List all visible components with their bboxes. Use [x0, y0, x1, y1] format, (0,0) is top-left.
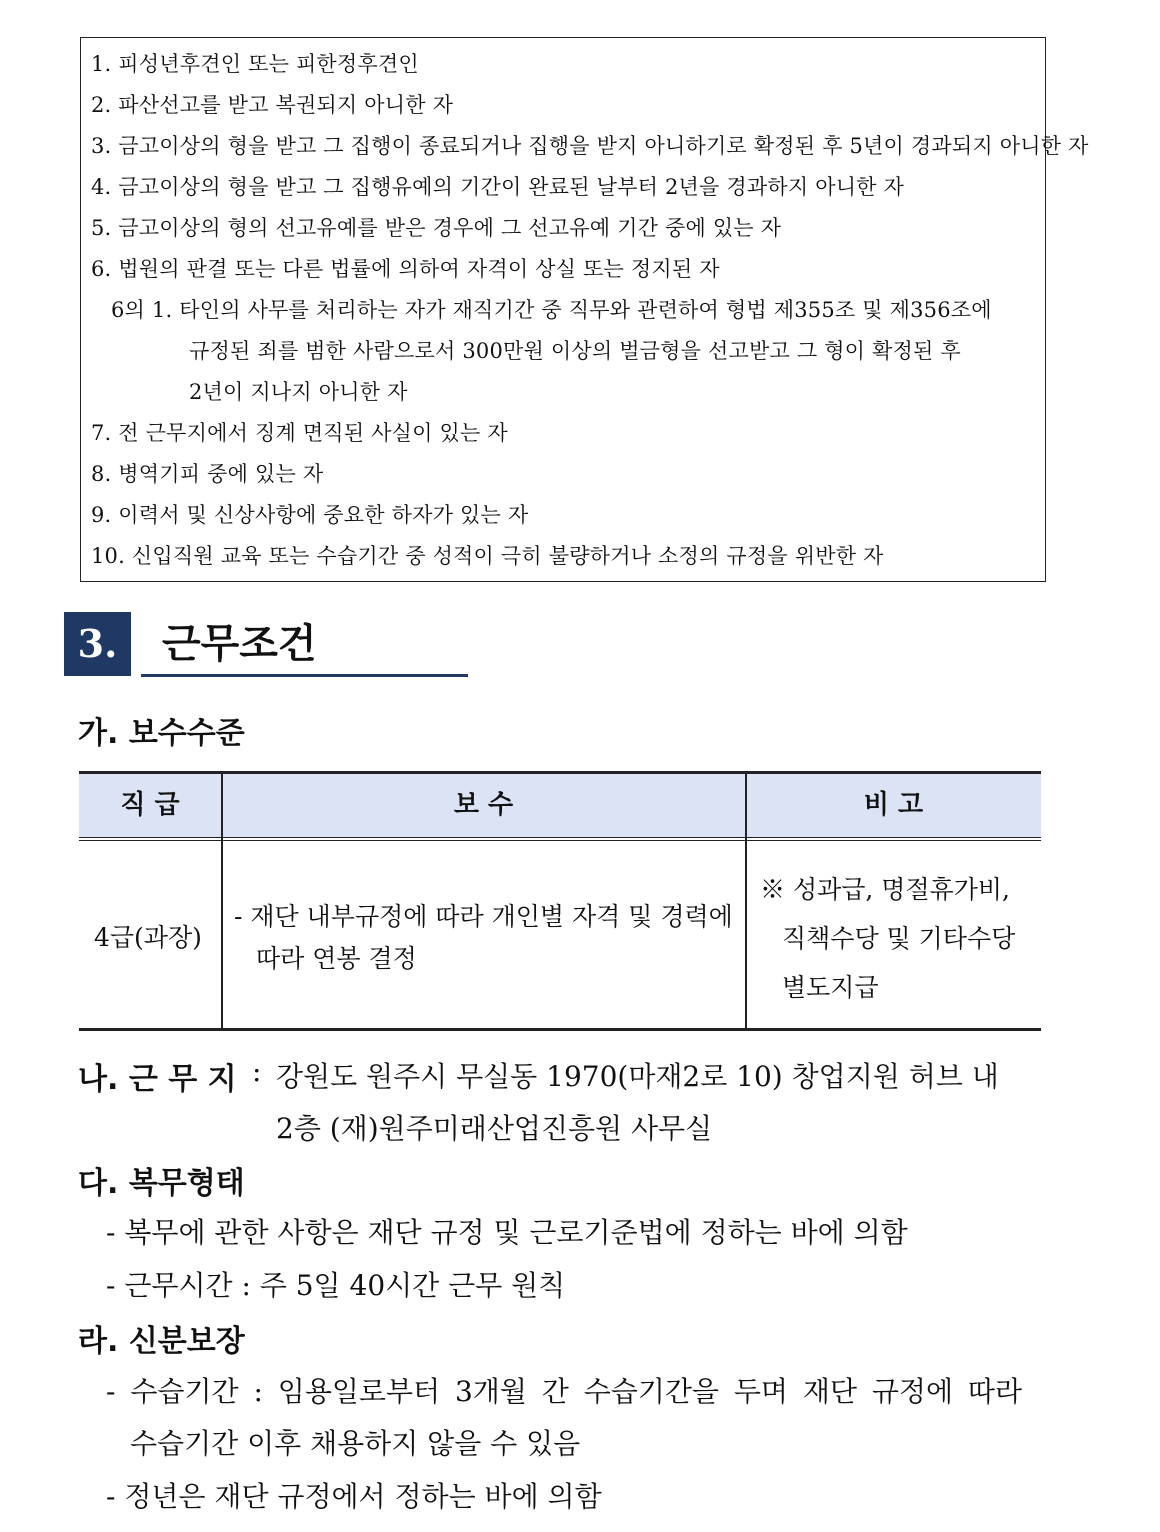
table-header-rule [79, 840, 1041, 841]
disqualification-item: 7. 전 근무지에서 징계 면직된 사실이 있는 자 [91, 421, 508, 445]
disqualification-box [80, 37, 1089, 582]
header-grade: 직 급 [120, 790, 180, 820]
service-item: - 복무에 관한 사항은 재단 규정 및 근로기준법에 정하는 바에 의함 [106, 1216, 908, 1249]
workplace-address: 강원도 원주시 무실동 1970(마재2로 10) 창업지원 허브 내 [276, 1060, 999, 1093]
disqualification-item: 9. 이력서 및 신상사항에 중요한 하자가 있는 자 [91, 503, 529, 527]
disqualification-item-cont: 2년이 지나지 아니한 자 [189, 380, 408, 404]
workplace-colon: : [252, 1055, 262, 1088]
disqualification-item: 5. 금고이상의 형의 선고유예를 받은 경우에 그 선고유예 기간 중에 있는 자 [91, 216, 782, 240]
probation-item: - 수습기간 : 임용일로부터 3개월 간 수습기간을 두며 재단 규정에 따라 [106, 1375, 1023, 1408]
disqualification-item: 1. 피성년후견인 또는 피한정후견인 [91, 52, 419, 76]
pay-heading: 가. 보수수준 [78, 716, 245, 751]
service-heading: 다. 복무형태 [78, 1166, 245, 1201]
section-title: 근무조건 [162, 621, 317, 667]
disqualification-item: 8. 병역기피 중에 있는 자 [91, 462, 324, 486]
disqualification-item: 4. 금고이상의 형을 받고 그 집행유예의 기간이 완료된 날부터 2년을 경과하지 아니한 자 [91, 175, 905, 199]
disqualification-item: 6. 법원의 판결 또는 다른 법률에 의하여 자격이 상실 또는 정지된 자 [91, 257, 720, 281]
workplace-label: 나. 근 무 지 [78, 1062, 237, 1097]
service-item: - 근무시간 : 주 5일 40시간 근무 원칙 [106, 1269, 566, 1302]
disqualification-item: 3. 금고이상의 형을 받고 그 집행이 종료되거나 집행을 받지 아니하기로 확정된 후 5년이 경과되지 아니한 자 [91, 134, 1089, 158]
table-header-rule [79, 837, 1041, 838]
cell-note-line: ※ 성과급, 명절휴가비, [760, 875, 1010, 904]
disqualification-item: 2. 파산선고를 받고 복권되지 아니한 자 [91, 93, 454, 117]
section-number: 3. [64, 612, 131, 676]
cell-note-line: 별도지급 [782, 973, 879, 1002]
retirement-item: - 정년은 재단 규정에서 정하는 바에 의함 [106, 1480, 602, 1513]
disqualification-item-cont: 규정된 죄를 범한 사람으로서 300만원 이상의 벌금형을 선고받고 그 형이 확정된 후 [189, 339, 961, 363]
header-salary: 보 수 [453, 790, 514, 820]
cell-salary-line: - 재단 내부규정에 따라 개인별 자격 및 경력에 [234, 902, 733, 931]
disqualification-item: 6의 1. 타인의 사무를 처리하는 자가 재직기간 중 직무와 관련하여 형법 제355조 및 제356조에 [111, 298, 992, 322]
workplace-address-cont: 2층 (재)원주미래산업진흥원 사무실 [276, 1112, 713, 1145]
cell-salary-line: 따라 연봉 결정 [256, 944, 417, 973]
cell-note-line: 직책수당 및 기타수당 [782, 924, 1016, 953]
section-underline [141, 674, 468, 677]
header-note: 비 고 [863, 790, 924, 820]
cell-grade: 4급(과장) [94, 923, 202, 952]
disqualification-item: 10. 신입직원 교육 또는 수습기간 중 성적이 극히 불량하거나 소정의 규정을 위반한 자 [91, 544, 884, 568]
status-heading: 라. 신분보장 [78, 1324, 245, 1359]
table-bottom-rule [79, 1028, 1041, 1031]
probation-item-cont: 수습기간 이후 채용하지 않을 수 있음 [130, 1427, 581, 1460]
